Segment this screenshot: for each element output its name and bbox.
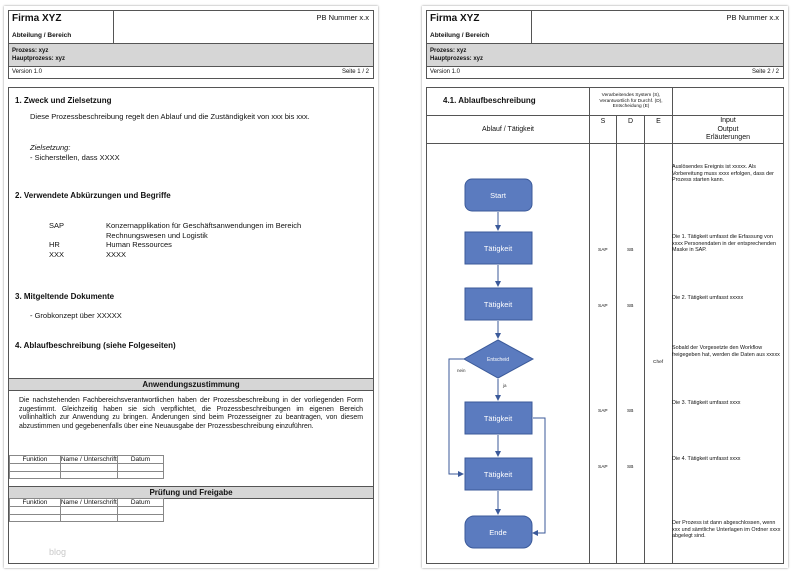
table-cell [10,464,61,472]
d-mark-1: SB [627,248,634,253]
abbr-value-2: Human Ressources [106,240,172,249]
page-header [426,10,784,79]
col-d: D [627,118,634,125]
arrow-return [533,418,545,533]
abbr-key-3: XXX [49,250,65,259]
end-label: Ende [489,528,507,537]
decision-label: Entscheid [487,357,509,363]
flow-title: 4.1. Ablaufbeschreibung [443,96,536,105]
ja-label: ja [503,383,507,388]
page-2 [422,6,788,568]
col-s: S [600,118,606,125]
col-date: Datum [117,456,163,464]
col-e: E [656,118,661,125]
abbr-value-3: XXXX [106,250,127,259]
table-cell [60,464,117,472]
activity-1-label: Tätigkeit [483,244,513,253]
flowchart [427,144,590,564]
s-mark-4: SAP [598,465,608,470]
department: Abteilung / Bereich [12,32,72,39]
table-cell [60,507,117,515]
col-function: Funktion [10,499,61,507]
note-4: Sobald der Vorgesetzte den Workflow freigegeben hat, werden die Daten aus xxxxx [672,345,780,358]
d-mark-2: SB [627,304,634,309]
page-number: Seite 2 / 2 [751,69,779,75]
abbr-value-1: Konzernapplikation für Geschäftsanwendungen im Bereich Rechnungswesen und Logistik [106,221,302,240]
table-cell [60,514,117,522]
flow-legend: Verarbeitendes System (S), Verantwortlich für Durchf. (D), Entscheidung (E) [599,93,663,110]
company-name: Firma XYZ [430,13,480,24]
version: Version 1.0 [12,69,43,75]
activity-2-label: Tätigkeit [483,300,513,309]
page-1 [4,6,378,568]
watermark: blog [49,547,67,557]
pb-number: PB Nummer x.x [316,13,369,22]
process-label: Prozess: xyz [430,48,467,54]
table-cell [60,471,117,479]
goal-text: - Sicherstellen, dass XXXX [30,153,120,162]
note-1: Auslösendes Ereignis ist xxxxx. Als Vorbereitung muss xxxx erfolgen, dass der Prozess starten kann. [672,164,774,184]
section-1-title: 1. Zweck und Zielsetzung [15,96,112,105]
department: Abteilung / Bereich [430,32,490,39]
s-mark-1: SAP [598,248,608,253]
page-header [8,10,374,79]
consent-table [9,455,164,479]
col-explanations: Erläuterungen [706,134,750,141]
table-cell [117,471,163,479]
abbr-key-2: HR [49,240,60,249]
col-output: Output [717,125,739,133]
section-3-text: - Grobkonzept über XXXXX [30,311,122,320]
arrow-nein [449,359,464,474]
section-4-title: 4. Ablaufbeschreibung (siehe Folgeseiten) [15,341,176,350]
version: Version 1.0 [430,69,461,75]
flow-table [426,87,784,564]
activity-4-label: Tätigkeit [483,470,513,479]
table-cell [10,471,61,479]
consent-text: Die nachstehenden Fachbereichsverantwortlichen haben der Prozessbeschreibung in der vorliegenden Form zugestimmt. Gleichzeitig haben sie sich verpflichtet, die Prozessbeschreibungen im eigenen Bereich vollinhaltlich zur Anwendung zu bringen. Änderungen sind beim Prozesseigner zu beantragen, von diesem abzustimmen und gegebenenfalls über eine Neuausgabe der Prozessbeschreibung einzuführen. [19,397,363,431]
abbr-key-1: SAP [49,221,65,230]
note-6: Die 4. Tätigkeit umfasst xxxx [672,456,741,462]
table-cell [10,507,61,515]
section-2-title: 2. Verwendete Abkürzungen und Begriffe [15,191,171,200]
start-label: Start [490,191,506,200]
section-3-title: 3. Mitgeltende Dokumente [15,292,115,301]
e-mark: Chef [653,360,664,365]
review-table [9,498,164,522]
table-cell [117,514,163,522]
col-name: Name / Unterschrift [60,499,117,506]
s-mark-3: SAP [598,409,608,414]
review-title: Prüfung und Freigabe [9,486,373,499]
d-mark-4: SB [627,465,634,470]
pb-number: PB Nummer x.x [726,13,779,22]
note-5: Die 3. Tätigkeit umfasst xxxx [672,400,741,406]
page-number: Seite 1 / 2 [341,69,369,75]
col-input: Input [720,117,736,124]
section-1-text: Diese Prozessbeschreibung regelt den Ablauf und die Zuständigkeit von xxx bis xxx. [30,112,310,121]
note-2: Die 1. Tätigkeit umfasst die Erfassung von xxxx Personendaten in der entsprechenden Maske in SAP. [672,234,776,254]
col-function: Funktion [10,456,61,464]
process-label: Prozess: xyz [12,48,49,54]
note-3: Die 2. Tätigkeit umfasst xxxxx [672,295,744,301]
main-process-label: Hauptprozess: xyz [12,55,66,62]
main-process-label: Hauptprozess: xyz [430,55,484,62]
company-name: Firma XYZ [12,13,62,24]
table-cell [117,464,163,472]
goal-label: Zielsetzung: [30,143,71,152]
consent-title: Anwendungszustimmung [9,378,373,391]
page-1-content [8,87,374,564]
activity-3-label: Tätigkeit [483,414,513,423]
col-date: Datum [117,499,163,507]
col-name: Name / Unterschrift [60,456,117,463]
nein-label: nein [457,368,466,373]
d-mark-3: SB [627,409,634,414]
table-cell [117,507,163,515]
col-activity: Ablauf / Tätigkeit [481,126,534,133]
note-7: Der Prozess ist dann abgeschlossen, wenn xxx und sämtliche Unterlagen im Ordner xxxx abgelegt sind. [672,520,781,540]
s-mark-2: SAP [598,304,608,309]
table-cell [10,514,61,522]
